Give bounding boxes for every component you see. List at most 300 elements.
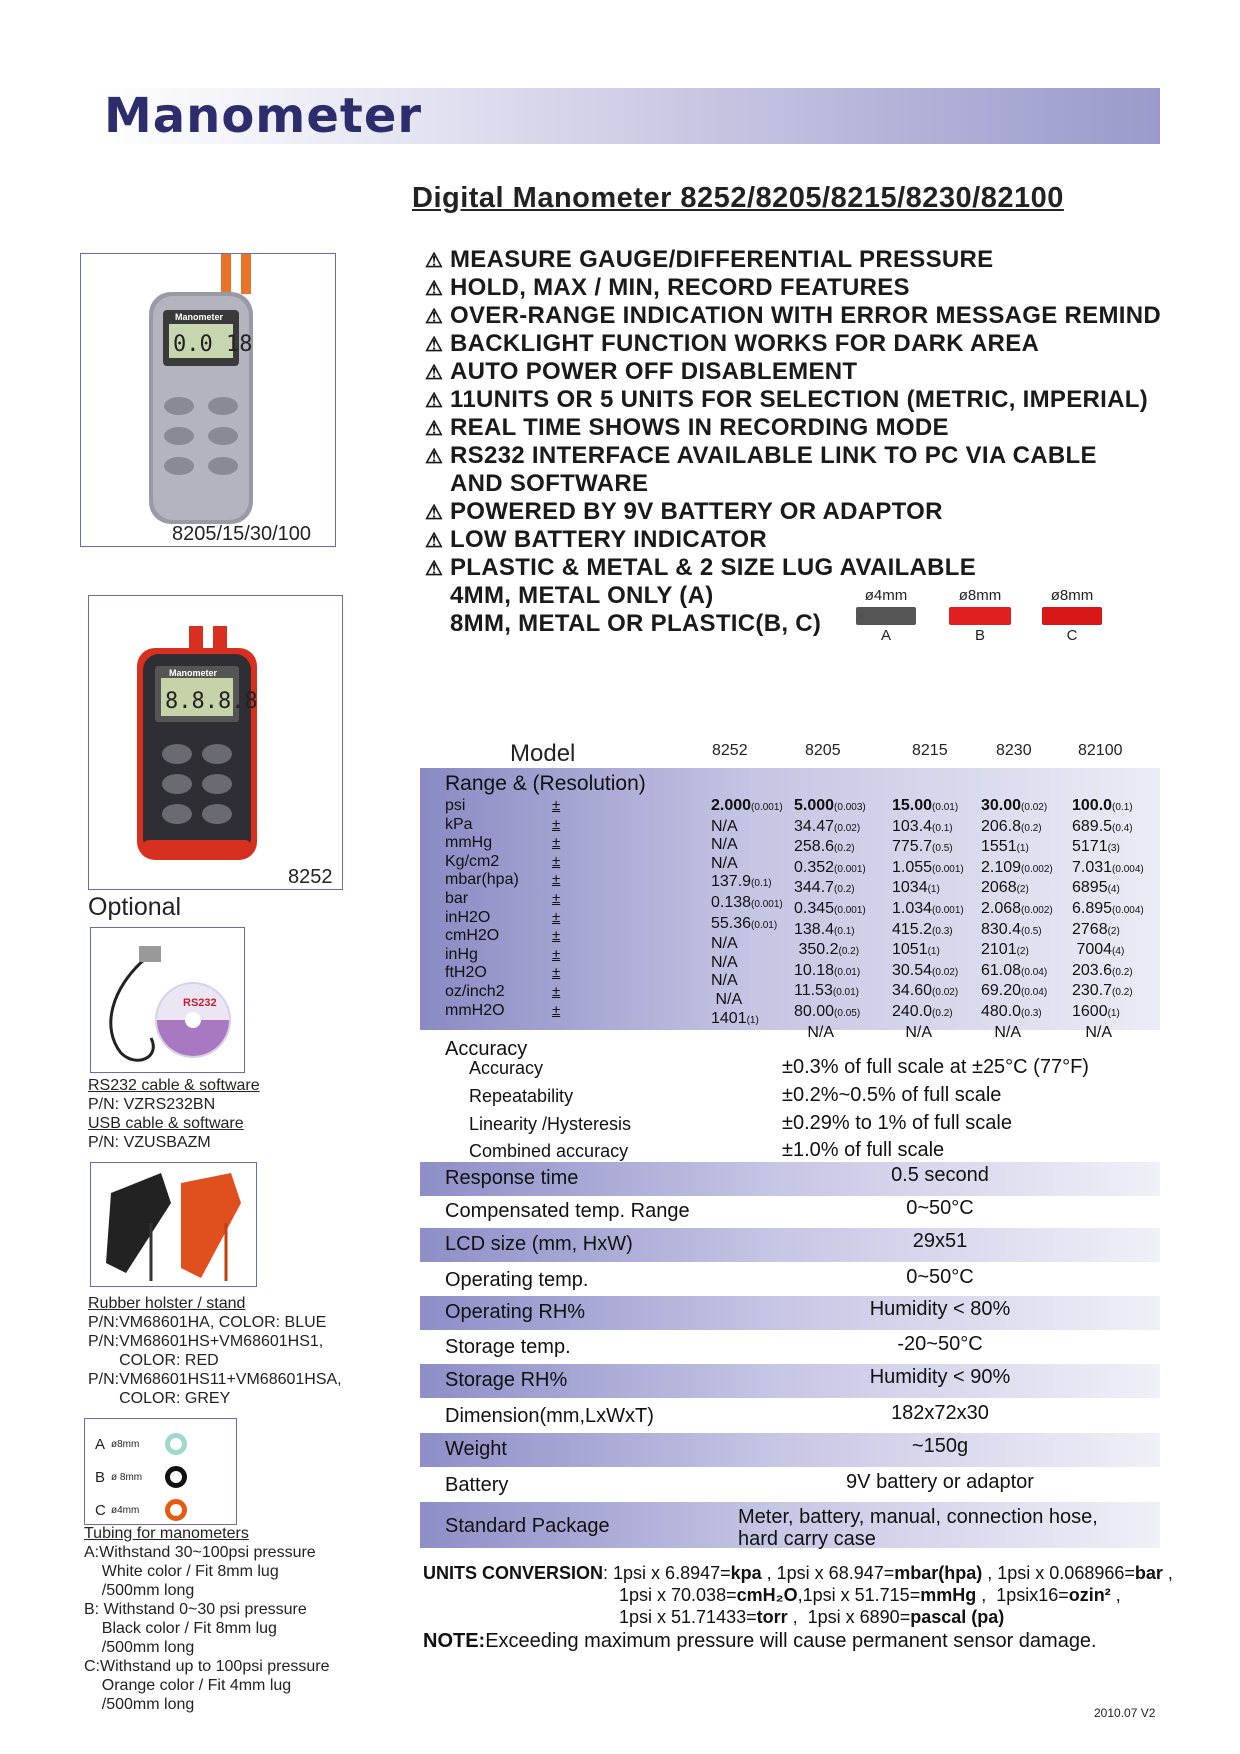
range-resolution: (0.003) (834, 802, 866, 813)
conversion-text: 1psi x 70.038= (619, 1585, 737, 1605)
feature-item (425, 470, 1161, 498)
holster-title[interactable]: Rubber holster / stand (88, 1295, 246, 1312)
range-value (981, 921, 1053, 942)
warning-triangle-icon: ⚠ (425, 306, 444, 328)
spec-label: Weight (445, 1438, 507, 1460)
feature-text: POWERED BY 9V BATTERY OR ADAPTOR (450, 498, 943, 525)
accuracy-label: Combined accuracy (469, 1141, 629, 1161)
range-value (892, 838, 964, 859)
spec-value: 0~50°C (906, 1266, 974, 1288)
range-value (981, 900, 1053, 921)
range-number: 1.034 (892, 899, 933, 917)
range-number: N/A (981, 1023, 1022, 1041)
tubing-line: B: Withstand 0~30 psi pressure (84, 1601, 307, 1618)
range-value (711, 1010, 783, 1031)
range-value (1072, 879, 1144, 900)
spec-label: Response time (445, 1167, 579, 1189)
tubing-row (95, 1499, 187, 1521)
feature-text: REAL TIME SHOWS IN RECORDING MODE (450, 414, 949, 441)
model-header: 8205 (805, 742, 841, 759)
tubing-row (95, 1466, 187, 1488)
unit-name: kpa (730, 1563, 762, 1583)
unit-name: mbar(hpa) (894, 1563, 983, 1583)
warning-triangle-icon: ⚠ (425, 502, 444, 524)
range-value (981, 879, 1053, 900)
range-number: 1401 (711, 1009, 747, 1027)
device1-caption: 8205/15/30/100 (172, 523, 312, 545)
conversion-text: , 1psi x 0.068966= (982, 1563, 1135, 1583)
range-resolution: (2) (1107, 925, 1120, 937)
range-number: 5.000 (794, 797, 835, 814)
range-title: Range & (Resolution) (445, 772, 646, 795)
plus-minus-sign: ± (552, 815, 561, 833)
range-number: 1051 (892, 941, 928, 959)
optional-heading: Optional (88, 893, 182, 921)
tubing-size: ø 8mm (111, 1471, 143, 1483)
conversion-text: , (1162, 1563, 1173, 1583)
unit-label: Kg/cm2 (445, 852, 500, 870)
unit-name: bar (1134, 1563, 1163, 1583)
spec-label: Storage temp. (445, 1336, 571, 1358)
tubing-line: Black color / Fit 8mm lug (84, 1620, 277, 1637)
tubing-info (84, 1524, 329, 1714)
tubing-letter: A (95, 1435, 106, 1453)
range-value (711, 873, 783, 894)
range-resolution: (0.001) (834, 904, 866, 916)
range-number: N/A (711, 953, 738, 971)
range-number: 0.138 (711, 893, 752, 911)
range-value (981, 859, 1053, 880)
range-value (711, 836, 783, 855)
value-column (981, 797, 1053, 1042)
range-number: 30.00 (981, 797, 1022, 814)
range-number: N/A (711, 817, 738, 835)
tubing-photo (84, 1418, 237, 1525)
range-resolution: (0.002) (1021, 904, 1053, 916)
range-resolution: (0.2) (1112, 987, 1133, 999)
range-resolution: (1) (746, 1014, 759, 1026)
plus-minus-sign: ± (552, 889, 561, 907)
range-resolution: (0.2) (1021, 822, 1042, 834)
model-header: 8252 (712, 742, 748, 759)
unit-name: pascal (pa) (910, 1607, 1005, 1627)
range-resolution: (0.1) (932, 822, 953, 834)
feature-text: BACKLIGHT FUNCTION WORKS FOR DARK AREA (450, 330, 1040, 357)
feature-list (425, 246, 1161, 638)
rs232-info (88, 1076, 260, 1152)
model-label: Model (510, 740, 576, 767)
feature-item (425, 330, 1161, 358)
units-conversion-label: UNITS CONVERSION (423, 1563, 604, 1583)
range-value (711, 797, 783, 818)
range-number: 2.109 (981, 858, 1022, 876)
range-resolution: (0.01) (832, 987, 859, 999)
range-value (794, 818, 866, 839)
range-value (794, 838, 866, 859)
range-value (1072, 818, 1144, 839)
range-resolution: (0.5) (932, 843, 953, 855)
spec-label: Dimension(mm,LxWxT) (445, 1405, 654, 1427)
unit-label: ftH2O (445, 964, 487, 982)
holster-illustration (91, 1163, 257, 1287)
range-value (892, 941, 964, 962)
lug-b (944, 587, 1016, 644)
range-number: 2768 (1072, 920, 1108, 938)
range-number: N/A (711, 990, 743, 1008)
holster-line: P/N:VM68601HS+VM68601HS1, (88, 1333, 324, 1350)
range-value (711, 954, 783, 973)
range-value (1072, 982, 1144, 1003)
range-number: 1.055 (892, 858, 933, 876)
unit-label: bar (445, 889, 469, 907)
range-value (892, 1024, 964, 1043)
lug-size: ø8mm (958, 587, 1002, 604)
range-number: 69.20 (981, 982, 1022, 1000)
spec-value: 0.5 second (891, 1164, 989, 1186)
range-number: 206.8 (981, 817, 1022, 835)
range-value (981, 1024, 1053, 1043)
spec-label: Compensated temp. Range (445, 1200, 690, 1222)
range-resolution: (0.001) (932, 904, 964, 916)
value-column (892, 797, 964, 1042)
holster-line: P/N:VM68601HS11+VM68601HSA, (88, 1371, 342, 1388)
spec-label: Operating RH% (445, 1301, 586, 1323)
units-conversion (423, 1562, 1173, 1628)
range-number: 689.5 (1072, 817, 1113, 835)
range-resolution: (0.05) (834, 1007, 861, 1019)
range-number: 7.031 (1072, 858, 1113, 876)
unit-label: mmHg (445, 834, 493, 852)
range-value (711, 991, 783, 1010)
feature-text: 11UNITS OR 5 UNITS FOR SELECTION (METRIC, IMPERIAL) (450, 386, 1149, 413)
value-column (794, 797, 866, 1042)
unit-label: oz/inch2 (445, 982, 505, 1000)
spec-value: 182x72x30 (891, 1402, 989, 1424)
units-line-1 (423, 1562, 1173, 1584)
brand1-text: Manometer (175, 312, 224, 322)
range-resolution: (0.1) (751, 878, 772, 890)
product-subtitle: Digital Manometer 8252/8205/8215/8230/82100 (412, 182, 1064, 214)
range-number: N/A (794, 1023, 835, 1041)
range-value (794, 797, 866, 818)
plus-minus-sign: ± (552, 871, 561, 889)
range-number: 0.345 (794, 899, 835, 917)
feature-item (425, 414, 1161, 442)
range-value (711, 972, 783, 991)
plus-minus-sign: ± (552, 797, 561, 814)
holster-photo (90, 1162, 257, 1287)
range-value (794, 859, 866, 880)
rs232-cable-photo (90, 927, 245, 1073)
range-value (1072, 900, 1144, 921)
tubing-coil-icon (165, 1433, 187, 1455)
spec-label: Battery (445, 1474, 509, 1496)
range-number: 2.068 (981, 899, 1022, 917)
unit-name: mmHg (920, 1585, 977, 1605)
range-value (981, 982, 1053, 1003)
range-value (794, 900, 866, 921)
feature-item (425, 554, 1161, 582)
tubing-coil-icon (165, 1499, 187, 1521)
range-resolution: (2) (1016, 884, 1029, 896)
feature-item (425, 358, 1161, 386)
range-number: 10.18 (794, 961, 835, 979)
range-value (981, 818, 1053, 839)
range-number: 830.4 (981, 920, 1022, 938)
range-number: 775.7 (892, 838, 933, 856)
range-resolution: (0.2) (838, 946, 860, 958)
range-number: 103.4 (892, 817, 933, 835)
units-line-2 (423, 1584, 1173, 1606)
range-number: 5171 (1072, 838, 1108, 856)
range-number: 2101 (981, 941, 1017, 959)
spec-value: 9V battery or adaptor (846, 1471, 1034, 1493)
range-resolution: (0.001) (751, 802, 783, 813)
warning-triangle-icon: ⚠ (425, 446, 444, 468)
tubing-line: /500mm long (84, 1582, 195, 1599)
holster-lines (88, 1313, 342, 1408)
range-number: 80.00 (794, 1002, 835, 1020)
range-number: 240.0 (892, 1002, 933, 1020)
tubing-line: /500mm long (84, 1639, 195, 1656)
range-number: 137.9 (711, 873, 752, 891)
rs232-title[interactable]: RS232 cable & software (88, 1077, 260, 1094)
conversion-text: ,1psi x 51.715= (797, 1585, 921, 1605)
plus-minus-sign: ± (552, 908, 561, 926)
feature-text: 8MM, METAL OR PLASTIC(B, C) (450, 610, 822, 637)
spec-label: Storage RH% (445, 1369, 568, 1391)
range-number: 100.0 (1072, 797, 1113, 814)
accuracy-value: ±0.29% to 1% of full scale (782, 1112, 1012, 1134)
unit-name: ozin² (1068, 1585, 1111, 1605)
tubing-line: Orange color / Fit 4mm lug (84, 1677, 292, 1694)
range-value (892, 879, 964, 900)
range-resolution: (2) (1016, 946, 1029, 958)
tubing-line: A:Withstand 30~100psi pressure (84, 1544, 316, 1561)
tubing-letter: C (95, 1501, 106, 1519)
range-value (892, 797, 964, 818)
range-number: N/A (711, 854, 738, 872)
range-resolution: (4) (1112, 946, 1125, 958)
range-number: N/A (711, 972, 738, 990)
lug-c (1036, 587, 1108, 644)
range-resolution: (0.2) (834, 843, 855, 855)
range-value (1072, 797, 1144, 818)
lug-size: ø4mm (864, 587, 908, 604)
plus-minus-sign: ± (552, 945, 561, 963)
range-number: 55.36 (711, 914, 752, 932)
unit-label: psi (445, 797, 466, 814)
range-resolution: (0.01) (751, 919, 778, 931)
range-resolution: (0.2) (834, 884, 855, 896)
plus-minus-column (552, 797, 560, 1020)
range-value (892, 982, 964, 1003)
range-value (1072, 941, 1144, 962)
range-number: 230.7 (1072, 982, 1113, 1000)
spec-value: ~150g (911, 1435, 969, 1457)
conversion-text: , 1psix16= (976, 1585, 1069, 1605)
range-value (1072, 838, 1144, 859)
unit-column (445, 797, 519, 1020)
feature-text: PLASTIC & METAL & 2 SIZE LUG AVAILABLE (450, 554, 977, 581)
feature-text: HOLD, MAX / MIN, RECORD FEATURES (450, 274, 910, 301)
range-resolution: (0.02) (834, 822, 861, 834)
spec-value: 0~50°C (906, 1197, 974, 1219)
range-value (1072, 859, 1144, 880)
range-number: 258.6 (794, 838, 835, 856)
range-value (711, 818, 783, 837)
lug-label: B (974, 627, 985, 644)
accuracy-value: ±0.3% of full scale at ±25°C (77°F) (782, 1056, 1089, 1078)
plus-minus-sign: ± (552, 927, 561, 945)
range-resolution: (0.004) (1112, 863, 1144, 875)
tubing-letter: B (95, 1468, 106, 1486)
warning-triangle-icon: ⚠ (425, 390, 444, 412)
range-value (1072, 962, 1144, 983)
range-value (794, 921, 866, 942)
range-value (794, 962, 866, 983)
range-resolution: (0.001) (834, 863, 866, 875)
range-number: 11.53 (794, 982, 833, 1000)
range-resolution: (0.01) (932, 802, 959, 813)
feature-item (425, 442, 1161, 470)
tubing-line: White color / Fit 8mm lug (84, 1563, 279, 1580)
range-value (711, 894, 783, 915)
range-value (794, 941, 866, 962)
range-value (892, 1003, 964, 1024)
usb-pn: P/N: VZUSBAZM (88, 1134, 211, 1151)
range-resolution: (1) (1016, 843, 1029, 855)
range-resolution: (0.1) (1112, 802, 1133, 813)
range-value (711, 935, 783, 954)
range-value (794, 982, 866, 1003)
range-number: 480.0 (981, 1002, 1022, 1020)
value-column (1072, 797, 1144, 1042)
device-illustration-grey (81, 254, 336, 547)
range-resolution: (1) (927, 884, 940, 896)
note-label: NOTE: (423, 1630, 486, 1652)
tubing-title[interactable]: Tubing for manometers (84, 1525, 249, 1542)
plus-minus-sign: ± (552, 1001, 561, 1019)
range-number: 1551 (981, 838, 1017, 856)
feature-item (425, 274, 1161, 302)
range-number: 2.000 (711, 797, 752, 814)
range-number: 350.2 (794, 941, 839, 959)
accuracy-label: Repeatability (469, 1086, 574, 1106)
cable-cd-illustration (91, 928, 245, 1073)
range-number: 1034 (892, 879, 928, 897)
range-value (1072, 1024, 1144, 1043)
range-resolution: (0.001) (932, 863, 964, 875)
spec-value: 29x51 (912, 1230, 968, 1252)
range-resolution: (0.3) (932, 925, 953, 937)
range-resolution: (0.02) (932, 987, 959, 999)
range-number: 6.895 (1072, 899, 1113, 917)
feature-text: OVER-RANGE INDICATION WITH ERROR MESSAGE REMIND (450, 302, 1162, 329)
page-title: Manometer (104, 88, 423, 144)
spec-label: LCD size (mm, HxW) (445, 1233, 633, 1255)
range-resolution: (0.04) (1021, 987, 1048, 999)
range-number: N/A (892, 1023, 933, 1041)
unit-name: torr (756, 1607, 788, 1627)
range-number: 344.7 (794, 879, 835, 897)
units-line-3 (423, 1606, 1173, 1628)
accuracy-label: Accuracy (469, 1058, 544, 1078)
note (423, 1630, 1097, 1653)
range-resolution: (0.02) (1021, 802, 1048, 813)
lug-a (850, 587, 922, 644)
lug-shape (856, 607, 916, 625)
device2-caption: 8252 (288, 866, 333, 888)
unit-label: kPa (445, 815, 473, 833)
range-value (1072, 1003, 1144, 1024)
holster-line: COLOR: RED (88, 1352, 219, 1369)
range-value (892, 818, 964, 839)
holster-line: COLOR: GREY (88, 1390, 231, 1407)
model-header: 82100 (1078, 742, 1123, 759)
value-column (711, 797, 783, 1030)
range-number: 1600 (1072, 1002, 1108, 1020)
spec-value: Meter, battery, manual, connection hose, (738, 1506, 1098, 1528)
range-value (1072, 921, 1144, 942)
unit-label: cmH2O (445, 927, 500, 945)
range-number: N/A (711, 836, 738, 854)
range-resolution: (0.4) (1112, 822, 1133, 834)
plus-minus-sign: ± (552, 834, 561, 852)
lug-shape (1042, 607, 1102, 625)
warning-triangle-icon: ⚠ (425, 250, 444, 272)
brand2-text: Manometer (169, 668, 218, 678)
warning-triangle-icon: ⚠ (425, 558, 444, 580)
range-value (794, 1003, 866, 1024)
lug-shape (949, 607, 1011, 625)
range-number: 7004 (1072, 941, 1113, 959)
spec-value-2: hard carry case (738, 1528, 876, 1550)
spec-value: Humidity < 80% (869, 1298, 1011, 1320)
range-resolution: (0.004) (1112, 904, 1144, 916)
range-resolution: (3) (1107, 843, 1120, 855)
range-resolution: (0.5) (1021, 925, 1042, 937)
range-resolution: (4) (1107, 884, 1120, 896)
plus-minus-sign: ± (552, 964, 561, 982)
device-illustration-black (89, 596, 343, 890)
warning-triangle-icon: ⚠ (425, 362, 444, 384)
unit-label: mbar(hpa) (445, 871, 519, 889)
conversion-text: , 1psi x 6890= (787, 1607, 911, 1627)
range-resolution: (0.002) (1021, 863, 1053, 875)
range-value (892, 962, 964, 983)
note-text: Exceeding maximum pressure will cause permanent sensor damage. (485, 1630, 1097, 1652)
feature-item (425, 246, 1161, 274)
tubing-line: C:Withstand up to 100psi pressure (84, 1658, 330, 1675)
device-photo-8205 (80, 253, 336, 547)
range-resolution: (0.04) (1021, 966, 1048, 978)
feature-item (425, 302, 1161, 330)
feature-text: MEASURE GAUGE/DIFFERENTIAL PRESSURE (450, 246, 994, 273)
plus-minus-sign: ± (552, 852, 561, 870)
conversion-text: , (1110, 1585, 1121, 1605)
range-number: N/A (1072, 1023, 1113, 1041)
unit-label: inHg (445, 945, 478, 963)
device-photo-8252 (88, 595, 343, 890)
unit-label: inH2O (445, 908, 491, 926)
conversion-text: 1psi x 51.71433= (619, 1607, 757, 1627)
range-value (892, 900, 964, 921)
range-resolution: (0.2) (1112, 966, 1133, 978)
plus-minus-sign: ± (552, 982, 561, 1000)
usb-title[interactable]: USB cable & software (88, 1115, 244, 1132)
lug-label: C (1066, 627, 1078, 644)
